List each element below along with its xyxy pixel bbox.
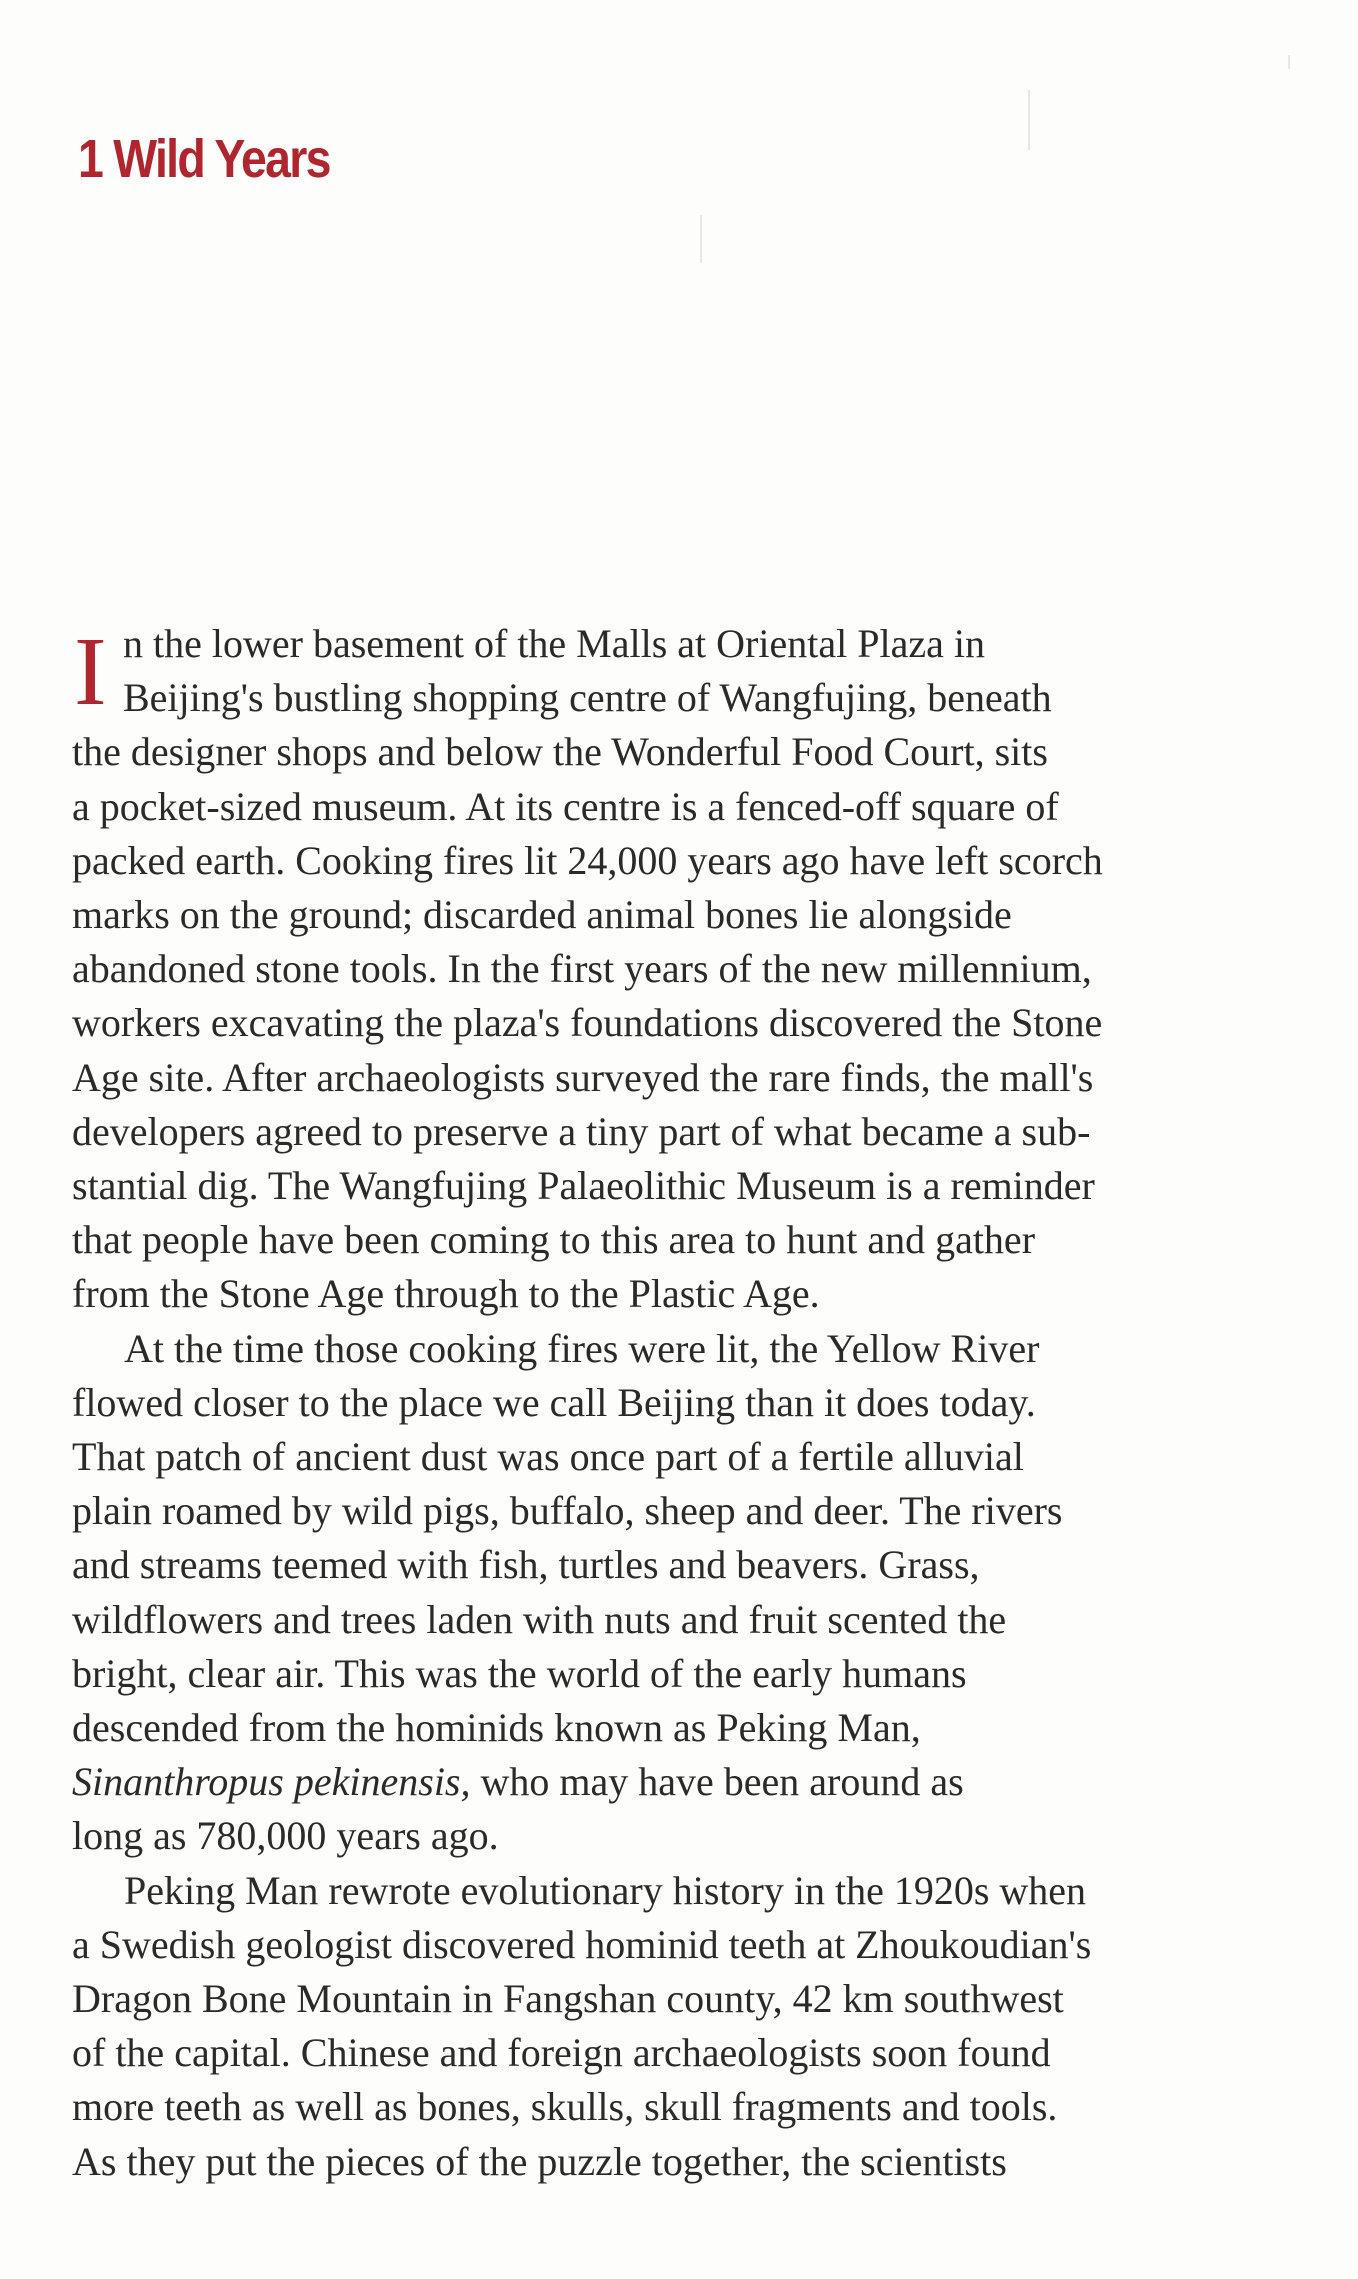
text-line: packed earth. Cooking fires lit 24,000 years ago have left scorch [72, 837, 1103, 883]
scan-artifact [1028, 90, 1030, 150]
text-line: stantial dig. The Wangfujing Palaeolithic Museum is a reminder [72, 1163, 1095, 1209]
text-line: wildflowers and trees laden with nuts and fruit scented the [72, 1596, 1007, 1642]
text-line: Dragon Bone Mountain in Fangshan county, 42 km southwest [72, 1976, 1064, 2022]
text-line: developers agreed to preserve a tiny part of what became a sub- [72, 1108, 1091, 1154]
text-line: of the capital. Chinese and foreign archaeologists soon found [72, 2030, 1051, 2076]
paragraph-2 [72, 1322, 1172, 1864]
text-line: That patch of ancient dust was once part of a fertile alluvial [72, 1434, 1024, 1480]
text-line: from the Stone Age through to the Plastic Age. [72, 1271, 820, 1317]
text-line: more teeth as well as bones, skulls, skull fragments and tools. [72, 2084, 1058, 2130]
text-line: long as 780,000 years ago. [72, 1813, 499, 1859]
text-line: a pocket-sized museum. At its centre is a fenced-off square of [72, 783, 1059, 829]
text-line: Age site. After archaeologists surveyed the rare finds, the mall's [72, 1054, 1094, 1100]
text-line: As they put the pieces of the puzzle together, the scientists [72, 2138, 1007, 2184]
text-line: descended from the hominids known as Peking Man, [72, 1705, 921, 1751]
scan-artifact [1288, 55, 1290, 69]
text-line: Peking Man rewrote evolutionary history in the 1920s when [124, 1867, 1087, 1913]
text-line: a Swedish geologist discovered hominid teeth at Zhoukoudian's [72, 1921, 1092, 1967]
text-line: plain roamed by wild pigs, buffalo, sheep and deer. The rivers [72, 1488, 1063, 1534]
species-name: Sinanthropus pekinensis, [72, 1759, 471, 1805]
scan-artifact [700, 215, 702, 263]
text-line-content: n the lower basement of the Malls at Oriental Plaza in [123, 621, 985, 666]
drop-cap: I [74, 618, 107, 726]
text-line: the designer shops and below the Wonderful Food Court, sits [72, 729, 1048, 775]
text-line-content: who may have been around as [470, 1759, 964, 1805]
text-line: workers excavating the plaza's foundations discovered the Stone [72, 1000, 1103, 1046]
paragraph-1 [72, 617, 1172, 1322]
text-line [72, 1755, 1172, 1809]
paragraph-3 [72, 1864, 1172, 2189]
text-line: bright, clear air. This was the world of the early humans [72, 1650, 967, 1696]
body-text [72, 617, 1172, 2189]
text-line: flowed closer to the place we call Beijing than it does today. [72, 1379, 1036, 1425]
text-line: At the time those cooking fires were lit, the Yellow River [124, 1325, 1040, 1371]
text-line: abandoned stone tools. In the first years of the new millennium, [72, 946, 1092, 992]
text-line: Beijing's bustling shopping centre of Wangfujing, beneath [123, 675, 1052, 721]
text-line: marks on the ground; discarded animal bones lie alongside [72, 892, 1012, 938]
chapter-title: 1 Wild Years [78, 129, 330, 189]
text-line: and streams teemed with fish, turtles and beavers. Grass, [72, 1542, 980, 1588]
text-line: that people have been coming to this area to hunt and gather [72, 1217, 1036, 1263]
